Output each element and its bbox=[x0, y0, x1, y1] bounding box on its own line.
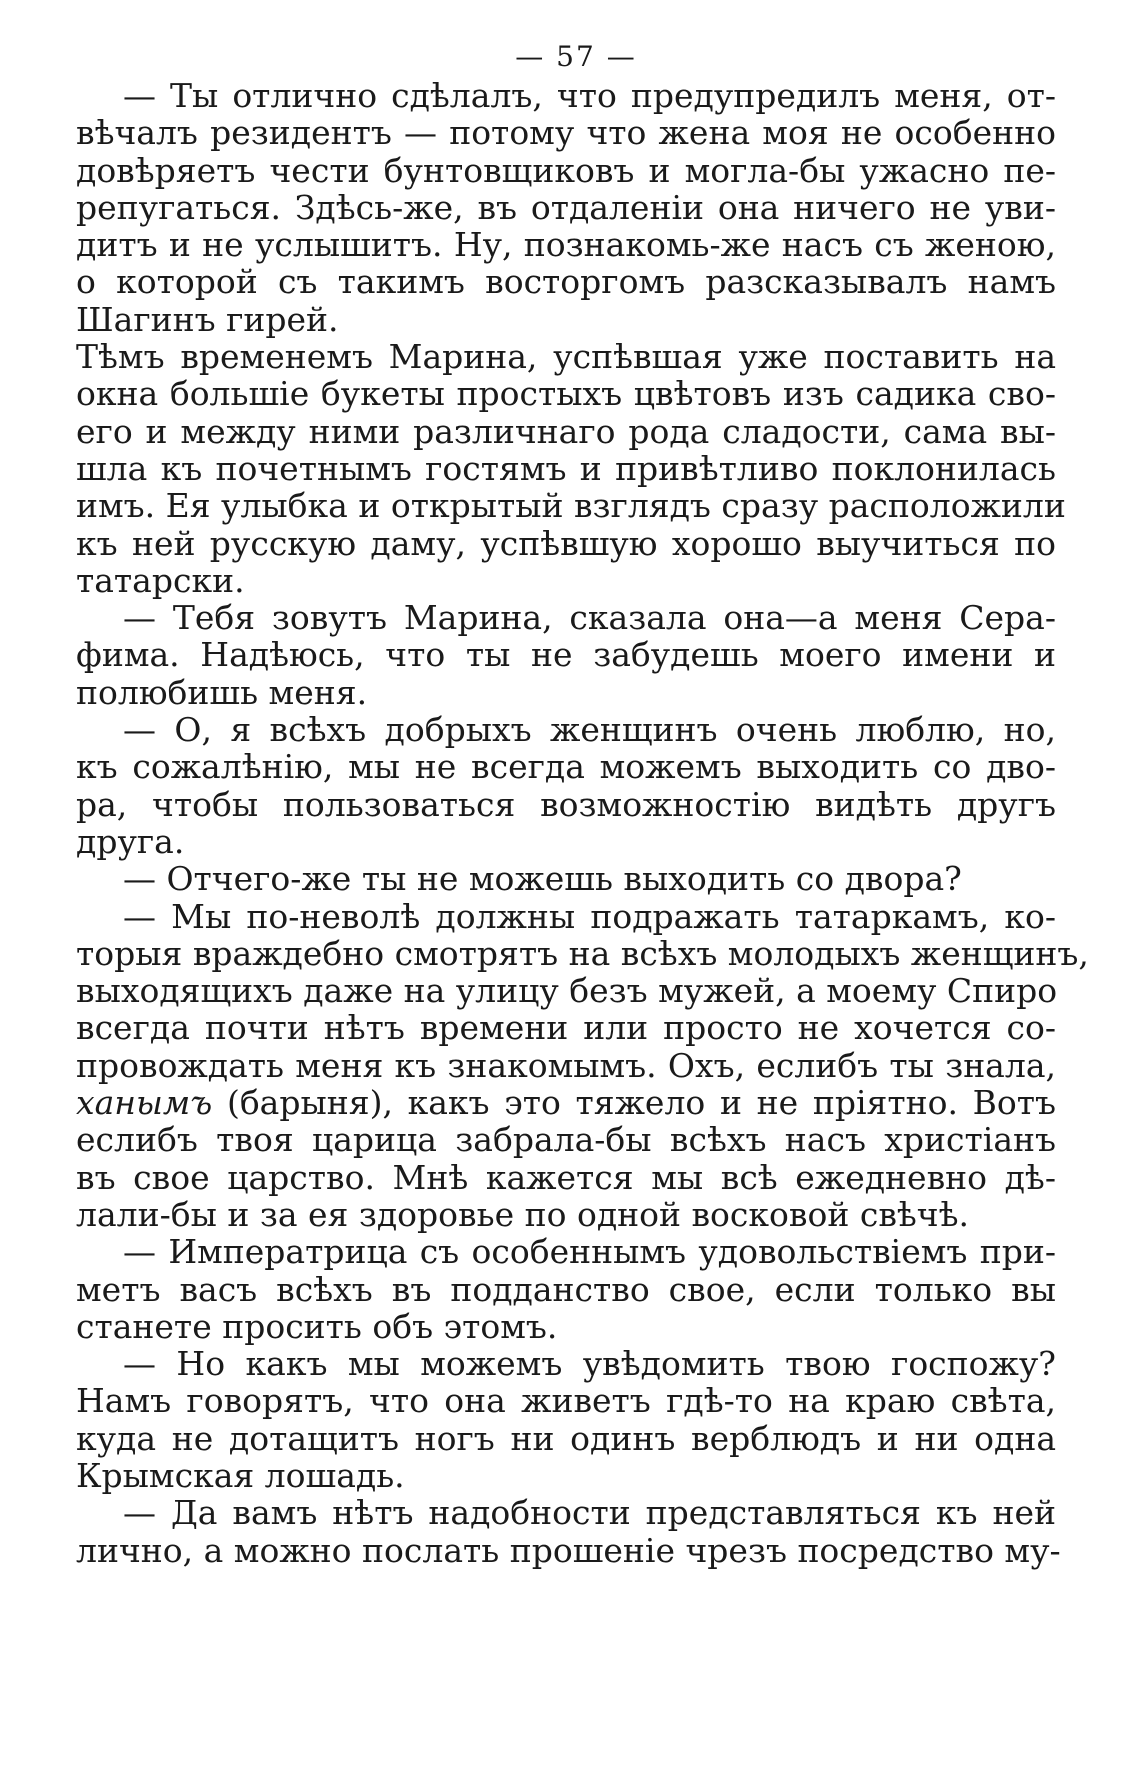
paragraph bbox=[76, 1493, 1061, 1570]
text-line: довѣряетъ чести бунтовщиковъ и могла-бы ужасно пе- bbox=[76, 150, 1056, 190]
text-line: полюбишь меня. bbox=[76, 672, 368, 712]
text-line: репугаться. Здѣсь-же, въ отдаленіи она ничего не уви- bbox=[76, 187, 1056, 227]
text-line: Намъ говорятъ, что она живетъ гдѣ-то на краю свѣта, bbox=[76, 1381, 1056, 1421]
paragraph bbox=[76, 1345, 1056, 1494]
text-line: Тѣмъ временемъ Марина, успѣвшая уже поставить на bbox=[76, 337, 1056, 377]
text-line-rest: (барыня), какъ это тяжело и не пріятно. Вотъ bbox=[212, 1083, 1056, 1123]
text-line: — О, я всѣхъ добрыхъ женщинъ очень люблю, но, bbox=[123, 710, 1056, 750]
text-line: друга. bbox=[76, 821, 185, 861]
text-line: его и между ними различнаго рода сладости, сама вы- bbox=[76, 411, 1056, 451]
text-line: къ ней русскую даму, успѣвшую хорошо выучиться по bbox=[76, 523, 1056, 563]
text-line: метъ васъ всѣхъ въ подданство свое, если только вы bbox=[76, 1269, 1056, 1309]
paragraph bbox=[76, 337, 1066, 600]
text-line: Шагинъ гирей. bbox=[76, 299, 339, 339]
text-line: — Тебя зовутъ Марина, сказала она—а меня Сера- bbox=[123, 598, 1056, 638]
text-line: провождать меня къ знакомымъ. Охъ, еслибъ ты знала, bbox=[76, 1045, 1056, 1085]
text-line: — Императрица съ особеннымъ удовольствіемъ при- bbox=[123, 1232, 1056, 1272]
paragraph bbox=[76, 860, 1056, 897]
text-line: Крымская лошадь. bbox=[76, 1455, 405, 1495]
text-line: — Мы по-неволѣ должны подражать татаркамъ, ко- bbox=[123, 896, 1056, 936]
paragraph bbox=[76, 896, 1089, 1234]
text-line: татарски. bbox=[76, 560, 245, 600]
text-line: вѣчалъ резидентъ — потому что жена моя не особенно bbox=[76, 113, 1056, 153]
text-line: выходящихъ даже на улицу безъ мужей, а моему Спиро bbox=[76, 971, 1058, 1011]
text-line: — Но какъ мы можемъ увѣдомить твою госпожу? bbox=[123, 1344, 1056, 1384]
text-line: въ свое царство. Мнѣ кажется мы всѣ ежедневно дѣ- bbox=[76, 1157, 1056, 1197]
text-line: лали-бы и за ея здоровье по одной восковой свѣчѣ. bbox=[76, 1194, 969, 1234]
book-page bbox=[76, 40, 1089, 1570]
body-text bbox=[76, 76, 1089, 1570]
italic-word: ханымъ bbox=[76, 1083, 213, 1123]
text-line: окна большіе букеты простыхъ цвѣтовъ изъ садика сво- bbox=[76, 374, 1056, 414]
paragraph bbox=[76, 711, 1056, 860]
text-line: — Да вамъ нѣтъ надобности представляться къ ней bbox=[123, 1493, 1056, 1533]
text-line: еслибъ твоя царица забрала-бы всѣхъ насъ христіанъ bbox=[76, 1120, 1056, 1160]
paragraph bbox=[76, 77, 1056, 338]
text-line: о которой съ такимъ восторгомъ разсказывалъ намъ bbox=[76, 262, 1056, 302]
text-line: — Ты отлично сдѣлалъ, что предупредилъ меня, от- bbox=[123, 76, 1056, 115]
page-number: — 57 — bbox=[515, 40, 637, 73]
text-line: имъ. Ея улыбка и открытый взглядъ сразу расположили bbox=[76, 486, 1066, 526]
text-line: лично, а можно послать прошеніе чрезъ посредство му- bbox=[76, 1530, 1061, 1570]
text-line: фима. Надѣюсь, что ты не забудешь моего имени и bbox=[76, 635, 1056, 675]
text-line: торыя враждебно смотрятъ на всѣхъ молодыхъ женщинъ, bbox=[76, 933, 1089, 973]
paragraph bbox=[76, 599, 1056, 711]
text-line: дитъ и не услышитъ. Ну, познакомь-же насъ съ женою, bbox=[76, 225, 1056, 265]
text-line: всегда почти нѣтъ времени или просто не хочется со- bbox=[76, 1008, 1056, 1048]
text-line: станете просить объ этомъ. bbox=[76, 1306, 558, 1346]
text-line: — Отчего-же ты не можешь выходить со двора? bbox=[123, 859, 962, 899]
text-line-with-italic bbox=[76, 1084, 1056, 1121]
paragraph bbox=[76, 1233, 1056, 1345]
text-line: ра, чтобы пользоваться возможностію видѣть другъ bbox=[76, 784, 1056, 824]
text-line: къ сожалѣнію, мы не всегда можемъ выходить со дво- bbox=[76, 747, 1056, 787]
text-line: куда не дотащитъ ногъ ни одинъ верблюдъ и ни одна bbox=[76, 1418, 1056, 1458]
text-line: шла къ почетнымъ гостямъ и привѣтливо поклонилась bbox=[76, 448, 1056, 488]
